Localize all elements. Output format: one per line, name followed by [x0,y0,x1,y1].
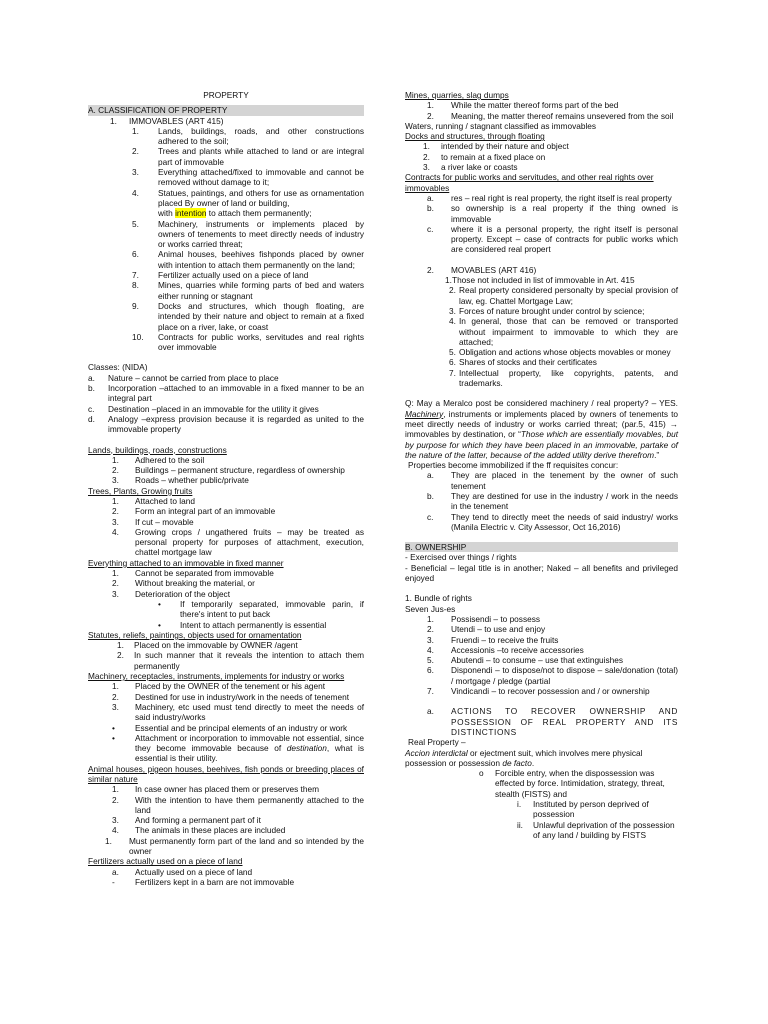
bullet-icon: • [112,722,115,733]
lands-item: Buildings – permanent structure, regardless of ownership [135,465,345,476]
contracts-item: where it is a personal property, the right itself is personal property. Except – case of contracts for public works which are considered real propert [451,223,678,255]
jus-item: Fruendi – to receive the fruits [451,634,559,645]
section-b-heading: B. OWNERSHIP [405,542,678,552]
trees-item: Growing crops / ungathered fruits – may be treated as personal property for purposes of attachment, execution, chattel mortgage law [135,526,364,558]
movable-item: In general, those that can be removed or transported without impairment to immovable to which they are attached; [459,316,678,347]
actions-heading: ACTIONS TO RECOVER OWNERSHIP AND POSSESSION OF REAL PROPERTY AND ITS DISTINCTIONS [451,706,678,737]
immovable-item: Statues, paintings, and others for use as ornamentation placed By owner of land or building, with intention to attach them permanently; [158,187,364,219]
circle-bullet-icon: o [479,768,484,779]
requisite-item: They are destined for use in the industry / work in the needs in the tenement [451,490,678,512]
requisite-item: They are placed in the tenement by the owner of such tenement [451,470,678,491]
class-item: Incorporation –attached to an immovable in a fixed manner to be an integral part [108,383,364,404]
trees-heading: Trees, Plants, Growing fruits [88,485,193,496]
trees-item: Form an integral part of an immovable [135,506,276,517]
mines-item: While the matter thereof forms part of the bed [451,100,619,111]
everything-item: Deterioration of the object [135,588,231,599]
immovable-item: Lands, buildings, roads, and other constructions adhered to the soil; [158,125,364,147]
animal-item: The animals in these places are included [135,825,286,836]
fertilizer-item: Actually used on a piece of land [135,866,253,877]
machinery-heading: Machinery, receptacles, instruments, implements for industry or works [88,671,345,682]
immovables-heading: IMMOVABLES (ART 415) [129,115,224,126]
machinery-item: Essential and be principal elements of an industry or work [135,722,348,733]
lands-item: Roads – whether public/private [135,475,249,486]
forcible-entry: Forcible entry, when the dispossession was effected by force. Intimidation, strategy, threat, stealth (FISTS) and [495,768,665,799]
immovable-item: Animal houses, beehives fishponds placed by owner with intention to attach them permanently on the land; [158,249,364,270]
meralco-question: Q: May a Meralco post be considered machinery / real property? – YES. Machinery, instruments or implements placed by owners of tenements to meet directly needs of industry or works carried threat; (par.5, 415) → immovables by destination, or “Those which are essentially movables, but by purpose for which they have been placed in an immovable, partake of the nature of the latter, because of the added utility derive therefrom.” [405,398,679,460]
bullet-icon: • [158,619,161,630]
left-column: PROPERTY A. CLASSIFICATION OF PROPERTY 1. IMMOVABLES (ART 415) 1. Lands, buildings, roads, and other constructions adhered to the soil; 2. Trees and plants while attached to land or are integral part of immovable 3. Everything attached/fixed to immovable and cannot be removed without damage to it; 4. Statues, paintings, and others for use as ornamentation placed By owner of land or building, with intention to attach them permanently; 5. Machinery, instruments or implements placed by owners of tenements to meet directly needs of industry or works carried threat; 6. Animal houses, beehives fishponds placed by owner with intention to attach them permanently on the land; 7. Fertilizer actually used on a piece of land 8. Mines, quarries while forming parts of bed and waters either running or stagnant 9. Docks and structures, which though floating, are intended by their nature and object to remain at a fixed place on a river, lake, or coast 10. Contracts for public works, servitudes and real rights over immovable Classes: (NIDA) a. Nature – cannot be carried from place to place b. Incorporation –attached to an immovable in a fixed manner to be an integral part c. Destination –placed in an immovable for the utility it gives d. Analogy –express provision because it is regarded as united to the immovable property Lands, buildings, roads, constructions 1. Adhered to the soil 2. Buildings – permanent structure, regardless of ownership 3. Roads – whether public/private Trees, Plants, Growing fruits 1. Attached to land 2. Form an integral part of an immovable 3. If cut – movable 4. Growing crops / ungathered fruits – may be treated as personal property for purposes of attachment, execution, chattel mortgage law Everything attached to an immovable in fixed manner 1. Cannot be separated from immovable 2. Without breaking the material, or 3. Deterioration of the object • If temporarily separated, immovable parin, if there's intent to put back • Intent to attach permanently is essential Statutes, reliefs, paintings, objects used for ornamentation 1. Placed on the immovable by OWNER /agent 2. In such manner that it reveals the intention to attach them permanently Machinery, receptacles, instruments, implements for industry or works 1. Placed by the OWNER of the tenement or his agent 2. Destined for use in industry/work in the needs of tenement 3. Machinery, etc used must tend directly to meet the needs of said industry/works • Essential and be principal elements of an industry or work • Attachment or incorporation to immovable not essential, since they become immovable because of destination, what is essential is their utility. Animal houses, pigeon houses, beehives, fish ponds or breeding places of similar nature 1. In case owner has placed them or preserves them 2. With the intention to have them permanently attached to the land 3. And forming a permanent part of it 4. The animals in these places are included 1. Must permanently form part of the land and so intended by the owner Fertilizers actually used on a piece of land a. Actually used on a piece of land - Fertilizers kept in a barn are not immovable [88,90,365,887]
ownership-item: - Beneficial – legal title is in another; Naked – all benefits and privileged enjoyed [405,562,678,584]
docks-heading: Docks and structures, through floating [405,131,545,142]
immovable-item: Mines, quarries while forming parts of bed and waters either running or stagnant [158,280,364,301]
lands-item: Adhered to the soil [135,454,205,465]
bullet-icon: • [112,732,115,743]
docks-item: to remain at a fixed place on [441,151,546,162]
forcible-sub-item: Instituted by person deprived of possession [533,799,649,820]
movables-heading: MOVABLES (ART 416) [451,264,537,275]
animal-item: Must permanently form part of the land and so intended by the owner [129,835,364,857]
machinery-item: Machinery, etc used must tend directly to meet the needs of said industry/works [135,701,364,723]
class-item: Nature – cannot be carried from place to place [108,372,279,383]
requisite-item: They tend to directly meet the needs of said industry/ works (Manila Electric v. City Assessor, Oct 16,2016) [451,511,678,532]
everything-heading: Everything attached to an immovable in fixed manner [88,557,284,568]
ownership-item: - Exercised over things / rights [405,552,517,563]
immovable-item: Fertilizer actually used on a piece of land [158,270,309,281]
movable-item: Real property considered personalty by special provision of law, eg. Chattel Mortgage Law; [459,285,678,306]
animal-item: And forming a permanent part of it [135,815,261,826]
movable-item: Forces of nature brought under control by science; [459,305,645,316]
jus-item: Disponendi – to dispose/not to dispose – sale/donation (total) / mortgage / pledge (partial [451,665,678,686]
page-title: PROPERTY [203,90,249,100]
lands-heading: Lands, buildings, roads, constructions [88,444,227,455]
contracts-item: res – real right is real property, the right itself is real property [451,192,672,203]
class-item: Destination –placed in an immovable for the utility it gives [108,403,319,414]
docks-item: intended by their nature and object [441,141,569,152]
machinery-item: Destined for use in industry/work in the needs of tenement [135,691,349,702]
animal-heading: Animal houses, pigeon houses, beehives, fish ponds or breeding places of similar nature [88,763,364,784]
seven-jus-heading: Seven Jus-es [405,603,456,614]
everything-bullet: Intent to attach permanently is essential [180,619,327,630]
bullet-icon: • [158,598,161,609]
waters-line: Waters, running / stagnant classified as immovables [405,120,597,131]
jus-item: Accessionis –to receive accessories [451,644,584,655]
contracts-item: so ownership is a real property if the thing owned is immovable [451,203,678,224]
movable-item: Intellectual property, like copyrights, patents, and trademarks. [459,367,678,389]
movable-item: Obligation and actions whose objects movables or money [459,347,671,358]
machinery-item: Placed by the OWNER of the tenement or his agent [135,681,326,692]
fertilizer-heading: Fertilizers actually used on a piece of land [88,856,243,867]
jus-item: Abutendi – to consume – use that extinguishes [451,655,624,666]
jus-item: Possisendi – to possess [451,613,541,624]
classes-heading: Classes: (NIDA) [88,362,148,373]
movable-item: Those not included in list of immovable in Art. 415 [452,275,635,286]
animal-item: In case owner has placed them or preserves them [135,784,320,795]
requisites-intro: Properties become immobilized if the ff requisites concur: [408,460,619,471]
fertilizer-item: Fertilizers kept in a barn are not immovable [135,876,295,887]
bundle-heading: 1. Bundle of rights [405,593,472,604]
everything-item: Cannot be separated from immovable [135,568,274,579]
jus-item: Utendi – to use and enjoy [451,624,546,635]
statutes-item: Placed on the immovable by OWNER /agent [134,640,298,651]
immovable-item: Everything attached/fixed to immovable and cannot be removed without damage to it; [158,167,364,188]
forcible-sub-item: Unlawful deprivation of the possession of any land / building by FISTS [533,819,675,840]
contracts-heading: Contracts for public works and servitudes, and other real rights over immovables [405,172,654,193]
machinery-item: Attachment or incorporation to immovable not essential, since they become immovable because of destination, what is essential is their utility. [135,732,365,764]
immovable-item: Machinery, instruments or implements placed by owners of tenements to meet directly needs of industry or works carried threat; [158,218,364,250]
mines-heading: Mines, quarries, slag dumps [405,90,509,100]
everything-item: Without breaking the material, or [135,578,255,589]
accion-interdictal: Accion interdictal or ejectment suit, which involves mere physical possession or possession de facto. [405,747,643,768]
animal-item: With the intention to have them permanently attached to the land [135,794,364,815]
section-a-heading: A. CLASSIFICATION OF PROPERTY [88,105,364,115]
mines-item: Meaning, the matter thereof remains unsevered from the soil [451,110,674,121]
movable-item: Shares of stocks and their certificates [459,357,597,368]
everything-bullet: If temporarily separated, immovable parin, if there's intent to put back [180,598,364,620]
trees-item: Attached to land [135,495,195,506]
immovable-item: Trees and plants while attached to land or are integral part of immovable [158,146,364,167]
docks-item: a river lake or coasts [441,162,518,173]
immovable-item: Contracts for public works, servitudes and real rights over immovable [158,331,364,353]
real-property-label: Real Property – [408,737,466,748]
trees-item: If cut – movable [135,516,194,527]
highlight-intention: intention [175,208,207,219]
jus-item: Vindicandi – to recover possession and / or ownership [451,686,650,697]
class-item: Analogy –express provision because it is regarded as united to the immovable property [108,413,364,435]
right-column: Mines, quarries, slag dumps 1. While the matter thereof forms part of the bed 2. Meaning, the matter thereof remains unsevered from the soil Waters, running / stagnant classified as immovables Docks and structures, through floating 1. intended by their nature and object 2. to remain at a fixed place on 3. a river lake or coasts Contracts for public works and servitudes, and other real rights over immovables a. res – real right is real property, the right itself is real property b. so ownership is a real property if the thing owned is immovable c. where it is a personal property, the right itself is personal property. Except – case of contracts for public works which are considered real propert 2. MOVABLES (ART 416) 1. Those not included in list of immovable in Art. 415 2. Real property considered personalty by special provision of law, eg. Chattel Mortgage Law; 3. Forces of nature brought under control by science; 4. In general, those that can be removed or transported without impairment to immovable to which they are attached; 5. Obligation and actions whose objects movables or money 6. Shares of stocks and their certificates 7. Intellectual property, like copyrights, patents, and trademarks. Q: May a Meralco post be considered machinery / real property? – YES. Machinery, instruments or implements placed by owners of tenements to meet directly needs of industry or works carried threat; (par.5, 415) → immovables by destination, or “Those which are essentially movables, but by purpose for which they have been placed in an immovable, partake of the nature of the latter, because of the added utility derive therefrom.” Properties become immobilized if the ff requisites concur: a. They are placed in the tenement by the owner of such tenement b. They are destined for use in the industry / work in the needs in the tenement c. They tend to directly meet the needs of said industry/ works (Manila Electric v. City Assessor, Oct 16,2016) B. OWNERSHIP - Exercised over things / rights - Beneficial – legal title is in another; Naked – all benefits and privileged enjoyed 1. Bundle of rights Seven Jus-es 1. Possisendi – to possess 2. Utendi – to use and enjoy 3. Fruendi – to receive the fruits 4. Accessionis –to receive accessories 5. Abutendi – to consume – use that extinguishes 6. Disponendi – to dispose/not to dispose – sale/donation (total) / mortgage / pledge (partial 7. Vindicandi – to recover possession and / or ownership a. ACTIONS TO RECOVER OWNERSHIP AND POSSESSION OF REAL PROPERTY AND ITS DISTINCTIONS Real Property – Accion interdictal or ejectment suit, which involves mere physical possession or possession de facto. o Forcible entry, when the dispossession was effected by force. Intimidation, strategy, threat, stealth (FISTS) and i. Instituted by person deprived of possession ii. Unlawful deprivation of the possession of any land / building by FISTS [405,90,679,840]
immovable-item: Docks and structures, which though floating, are intended by their nature and object to remain at a fixed place on a river, lake, or coast [158,300,364,332]
statutes-heading: Statutes, reliefs, paintings, objects used for ornamentation [88,629,302,640]
statutes-item: In such manner that it reveals the intention to attach them permanently [134,650,364,671]
